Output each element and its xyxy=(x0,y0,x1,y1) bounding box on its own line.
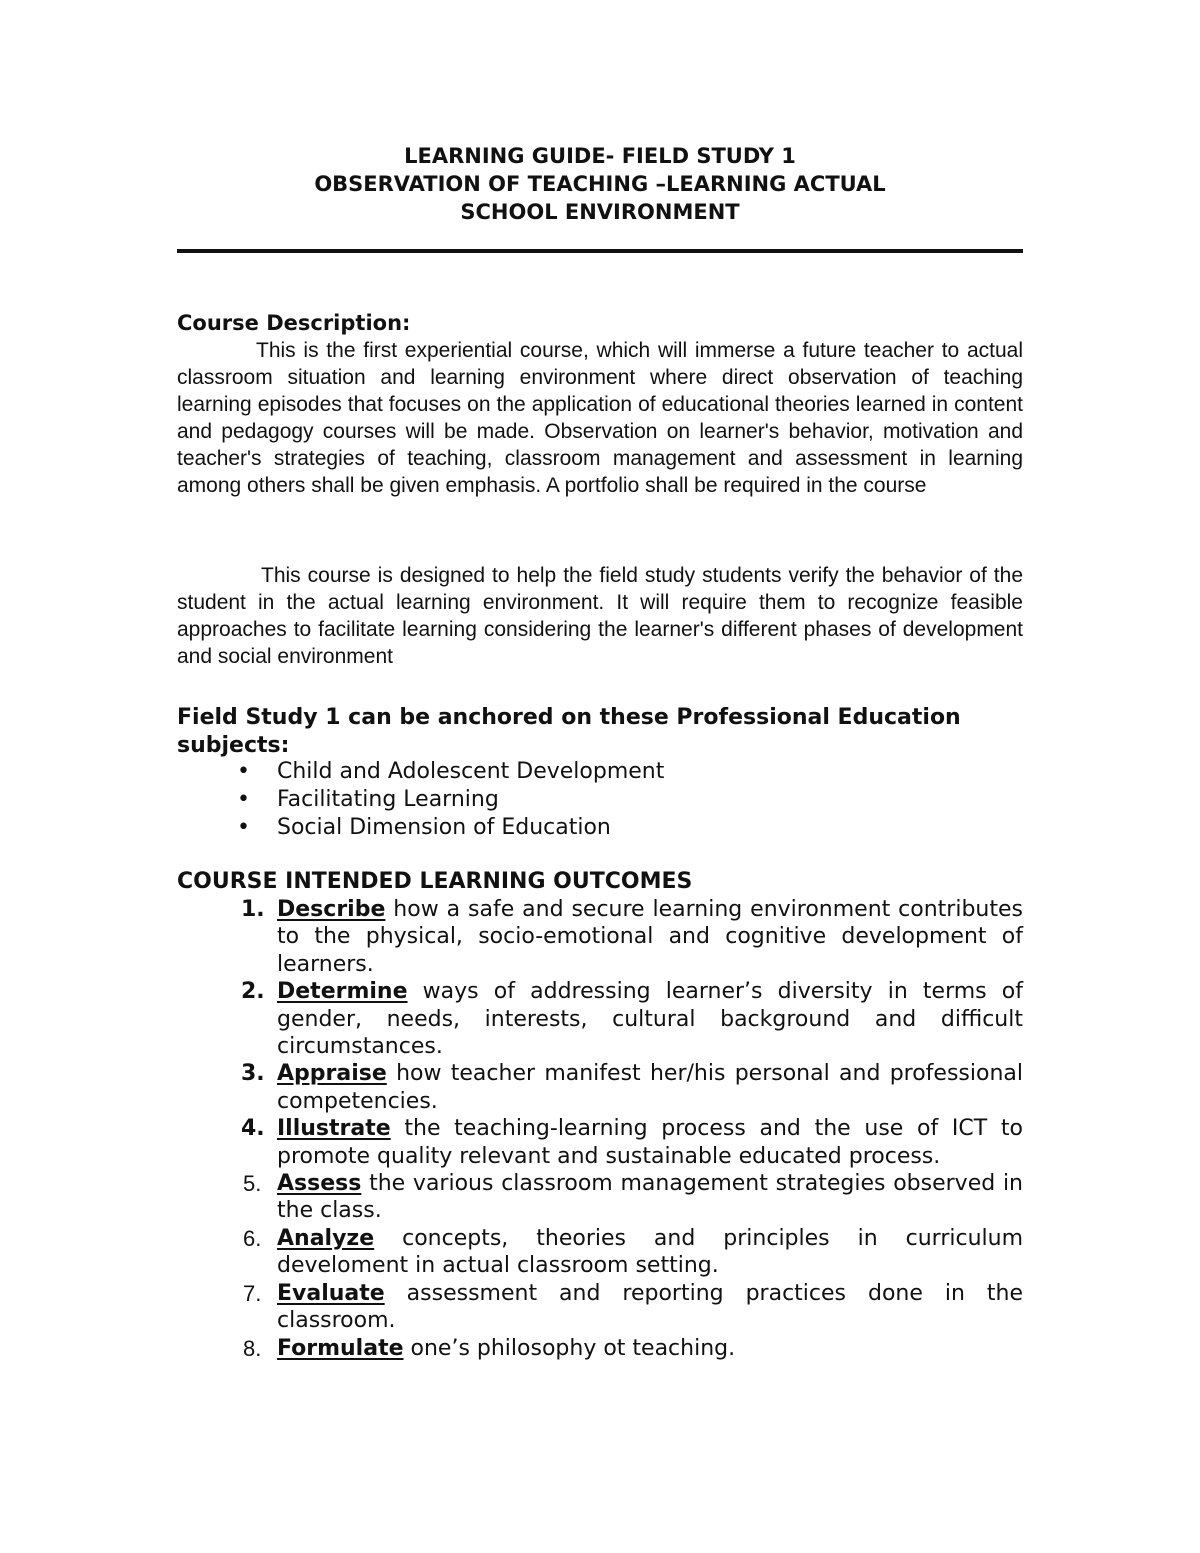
outcome-number: 5. xyxy=(243,1171,262,1197)
subject-list xyxy=(177,758,664,842)
outcome-verb: Determine xyxy=(277,979,408,1005)
list-item xyxy=(177,1335,1023,1362)
outcome-number: 3. xyxy=(241,1061,265,1087)
outcome-text: assessment and reporting practices done in the classroom. xyxy=(277,1280,1023,1334)
outcome-number: 6. xyxy=(243,1225,262,1251)
outcome-number: 2. xyxy=(241,979,265,1005)
bullet-icon: • xyxy=(237,787,250,812)
outcome-verb: Describe xyxy=(277,897,386,922)
course-description-paragraph-1: This is the first experiential course, which will immerse a future teacher to actual classroom situation and learning environment where direct observation of teaching learning episodes that focuses on the application of educational theories learned in content and pedagogy courses will be made. Observation on learner's behavior, motivation and teacher's strategies of teaching, classroom management and assessment in learning among others shall be given emphasis. A portfolio shall be required in the course xyxy=(177,339,1023,497)
outcome-text: concepts, theories and principles in curriculum develoment in actual classroom setting. xyxy=(277,1225,1023,1279)
outcome-verb: Illustrate xyxy=(277,1116,391,1142)
title-line-3: SCHOOL ENVIRONMENT xyxy=(460,200,740,224)
subject-label: Social Dimension of Education xyxy=(277,815,611,840)
bullet-icon: • xyxy=(237,759,250,784)
title-line-1: LEARNING GUIDE- FIELD STUDY 1 xyxy=(404,144,796,168)
outcome-verb: Evaluate xyxy=(277,1280,385,1306)
list-item xyxy=(177,978,1023,1060)
outcome-text: one’s philosophy ot teaching. xyxy=(403,1335,736,1361)
outcome-verb: Formulate xyxy=(277,1335,404,1361)
learning-outcomes-heading: COURSE INTENDED LEARNING OUTCOMES xyxy=(177,869,693,894)
outcome-text: how teacher manifest her/his personal and professional competencies. xyxy=(277,1061,1023,1114)
learning-outcomes-list xyxy=(177,896,1023,1362)
subject-label: Facilitating Learning xyxy=(277,787,499,812)
list-item xyxy=(177,1280,1023,1335)
course-description-paragraph-2: This course is designed to help the field study students verify the behavior of the student in the actual learning environment. It will require them to recognize feasible approaches to facilitate learning considering the learner's different phases of development and social environment xyxy=(177,564,1023,668)
list-item xyxy=(177,1115,1023,1170)
document-title xyxy=(177,142,1023,226)
outcome-text: ways of addressing learner’s diversity in terms of gender, needs, interests, cultural background and difficult circumstances. xyxy=(277,979,1023,1060)
outcome-verb: Appraise xyxy=(277,1061,387,1087)
list-item xyxy=(177,1060,1023,1115)
outcome-text: the teaching-learning process and the use of ICT to promote quality relevant and sustainable educated process. xyxy=(277,1116,1023,1169)
anchored-subjects-heading: Field Study 1 can be anchored on these Professional Education subjects: xyxy=(177,705,961,758)
outcome-verb: Assess xyxy=(277,1171,362,1197)
list-item xyxy=(177,814,664,842)
list-item xyxy=(177,896,1023,978)
list-item xyxy=(177,1225,1023,1280)
outcome-text: how a safe and secure learning environment contributes to the physical, socio-emotional and cognitive development of learners. xyxy=(277,897,1023,977)
outcome-number: 7. xyxy=(243,1280,262,1306)
outcome-number: 4. xyxy=(241,1116,265,1142)
list-item xyxy=(177,1170,1023,1225)
outcome-number: 1. xyxy=(241,897,265,922)
list-item xyxy=(177,786,664,814)
bullet-icon: • xyxy=(237,815,250,840)
outcome-verb: Analyze xyxy=(277,1225,375,1251)
title-line-2: OBSERVATION OF TEACHING –LEARNING ACTUAL xyxy=(314,172,886,196)
outcome-number: 8. xyxy=(243,1335,262,1361)
subject-label: Child and Adolescent Development xyxy=(277,759,665,784)
outcome-text: the various classroom management strategies observed in the class. xyxy=(277,1171,1023,1224)
list-item xyxy=(177,758,664,786)
course-description-heading: Course Description: xyxy=(177,311,411,335)
horizontal-rule xyxy=(177,249,1023,253)
